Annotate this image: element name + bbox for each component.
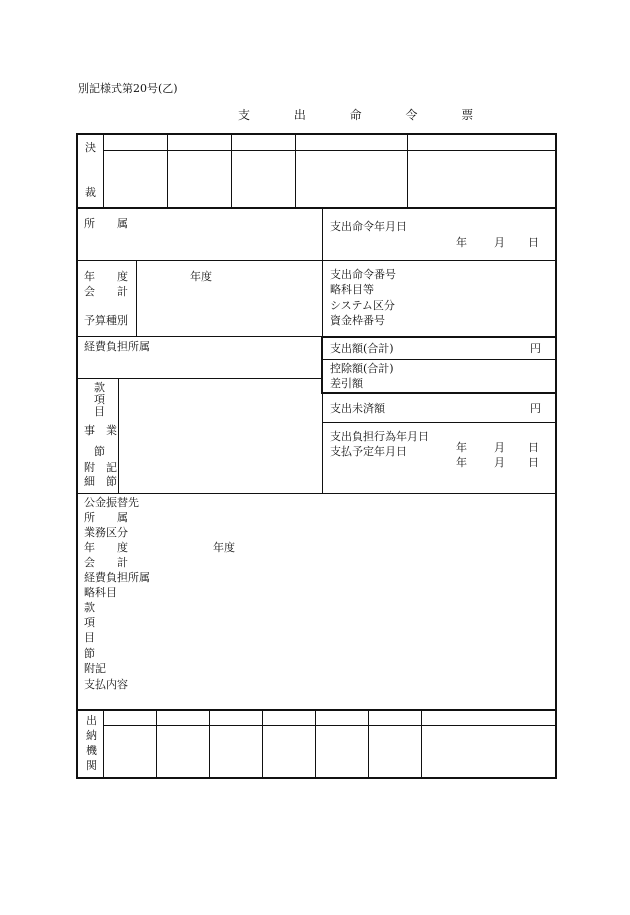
yen-unit: 円	[530, 342, 541, 355]
suitou-col-line	[368, 711, 369, 778]
suitou-char: 関	[86, 759, 97, 772]
suitou-col-line	[209, 711, 210, 778]
saisetsu-label: 細 節	[84, 475, 117, 488]
kessai-col-line	[167, 134, 168, 208]
system-label: システム区分	[330, 299, 395, 312]
budget-item-col-line	[118, 379, 119, 494]
pay-date-day: 日	[528, 456, 539, 469]
kessai-col-line	[231, 134, 232, 208]
transfer-line: 款	[84, 601, 95, 614]
suitou-top-line	[77, 709, 556, 711]
transfer-nendo-suffix: 年度	[213, 541, 235, 554]
act-date-label: 支出負担行為年月日	[330, 430, 429, 443]
transfer-line: 略科目	[84, 586, 117, 599]
suitou-header-line	[103, 725, 556, 726]
nendo-label: 年 度	[84, 270, 128, 283]
pay-date-label: 支払予定年月日	[330, 445, 407, 458]
suitou-col-line	[315, 711, 316, 778]
kessai-label-top: 決	[85, 141, 96, 154]
kessai-col-line	[295, 134, 296, 208]
order-date-day: 日	[528, 236, 539, 249]
order-date-year: 年	[456, 236, 467, 249]
transfer-line: 支払内容	[84, 678, 128, 691]
suitou-char: 出	[86, 714, 97, 727]
transfer-line: 経費負担所属	[84, 571, 150, 584]
order-date-label: 支出命令年月日	[330, 220, 407, 233]
form-frame	[76, 133, 557, 779]
act-date-month: 月	[494, 441, 505, 454]
act-date-year: 年	[456, 441, 467, 454]
kan-label: 款	[94, 381, 105, 394]
unpaid-bottom-line	[322, 422, 556, 423]
kou-label: 項	[94, 393, 105, 406]
transfer-line: 項	[84, 616, 95, 629]
setsu-label: 節	[94, 445, 105, 458]
kessai-divider	[103, 134, 104, 208]
budget-type-label: 予算種別	[84, 314, 128, 327]
transfer-line: 会 計	[84, 556, 128, 569]
kessai-label-bottom: 裁	[85, 186, 96, 199]
form-number: 別記様式第20号(乙)	[78, 82, 178, 95]
kessai-col-line	[407, 134, 408, 208]
transfer-line: 年 度	[84, 541, 128, 554]
keihi-bottom-line	[77, 378, 322, 379]
transfer-line: 附記	[84, 662, 106, 675]
row-line	[77, 260, 556, 261]
unpaid-label: 支出未済額	[330, 402, 385, 415]
fund-label: 資金枠番号	[330, 314, 385, 327]
balance-label: 差引額	[330, 377, 363, 390]
shozoku-label: 所 属	[84, 217, 128, 230]
kessai-bottom-line	[77, 207, 556, 209]
page-title: 支 出 命 令 票	[238, 108, 494, 122]
deduction-label: 控除額(合計)	[330, 362, 394, 375]
order-number-label: 支出命令番号	[330, 268, 396, 281]
suitou-divider	[103, 711, 104, 778]
yen-unit: 円	[530, 402, 541, 415]
transfer-line: 公金振替先	[84, 496, 139, 509]
kaikei-label: 会 計	[84, 285, 128, 298]
act-date-day: 日	[528, 441, 539, 454]
ryakumoku-label: 略科目等	[330, 283, 374, 296]
moku-label: 目	[94, 405, 105, 418]
suitou-col-line	[156, 711, 157, 778]
pay-date-month: 月	[494, 456, 505, 469]
total-amount-label: 支出額(合計)	[330, 342, 394, 355]
amount-line	[322, 359, 556, 360]
row-line	[77, 493, 556, 494]
keihi-label: 経費負担所属	[84, 340, 150, 353]
kessai-header-line	[103, 150, 556, 151]
suitou-col-line	[421, 711, 422, 778]
transfer-line: 節	[84, 647, 95, 660]
suitou-char: 機	[86, 744, 97, 757]
transfer-line: 所 属	[84, 511, 128, 524]
jigyou-label: 事 業	[84, 424, 117, 437]
transfer-line: 目	[84, 631, 95, 644]
nendo-suffix: 年度	[190, 270, 212, 283]
pay-date-year: 年	[456, 456, 467, 469]
fuki-label: 附 記	[84, 461, 117, 474]
year-col-line	[136, 261, 137, 336]
transfer-line: 業務区分	[84, 526, 128, 539]
suitou-char: 納	[86, 729, 97, 742]
suitou-col-line	[262, 711, 263, 778]
order-date-month: 月	[494, 236, 505, 249]
